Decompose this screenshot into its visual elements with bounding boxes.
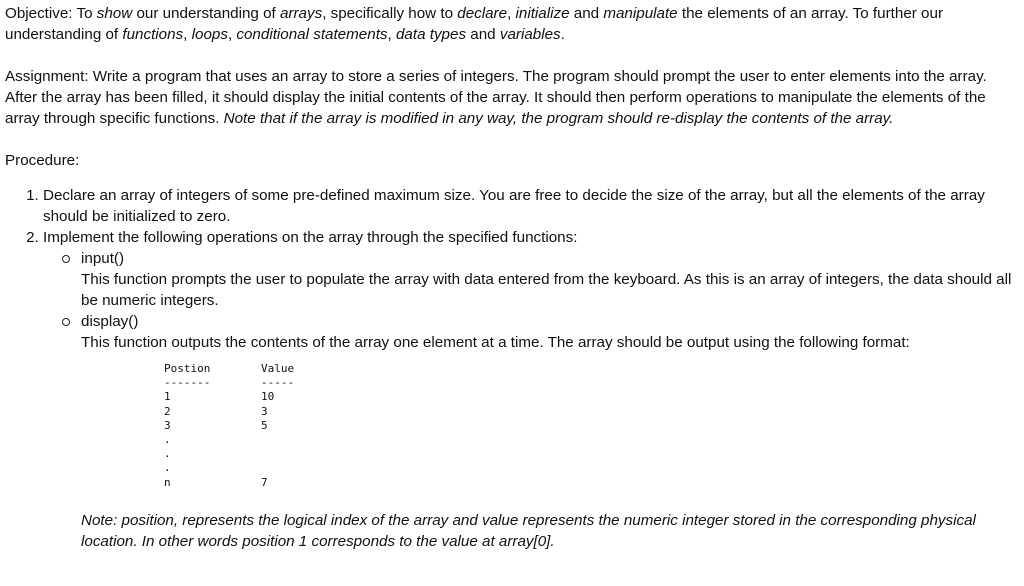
objective-emphasis: show bbox=[96, 5, 133, 22]
value-cell: 5 bbox=[261, 418, 268, 432]
value-rule: ----- bbox=[261, 376, 295, 390]
objective-emphasis: variables bbox=[499, 26, 561, 43]
objective-text: , bbox=[387, 26, 396, 43]
format-row bbox=[164, 433, 364, 447]
assignment-text: Write a program that uses an array to store a series of integers. The program should prompt the user to enter elements into the array. After the array has been filled, it should display the initial contents of the array. It should then perform operations to manipulate the elements of the array through specific functions. bbox=[5, 68, 987, 127]
objective-emphasis: initialize bbox=[515, 5, 570, 22]
value-cell: 10 bbox=[261, 390, 275, 404]
objective-emphasis: manipulate bbox=[603, 5, 678, 22]
objective-text: , bbox=[227, 26, 237, 43]
objective-emphasis: data types bbox=[395, 26, 467, 43]
format-row bbox=[164, 447, 364, 461]
objective-text: , bbox=[183, 26, 192, 43]
position-cell: . bbox=[164, 447, 171, 461]
objective-text: . bbox=[560, 26, 565, 43]
position-cell: 1 bbox=[164, 390, 171, 404]
format-rule-row bbox=[164, 376, 364, 390]
format-row bbox=[164, 390, 364, 404]
function-name: input() bbox=[81, 250, 125, 267]
format-row bbox=[164, 419, 364, 433]
assignment-label: Assignment: bbox=[5, 68, 89, 85]
position-cell: . bbox=[164, 461, 171, 475]
position-rule: ------- bbox=[164, 376, 211, 390]
procedure-step-2 bbox=[43, 227, 1021, 552]
value-cell bbox=[261, 461, 361, 475]
function-description: This function prompts the user to populate the array with data entered from the keyboard. As this is an array of integers, the data should all be numeric integers. bbox=[81, 271, 1012, 309]
assignment-paragraph bbox=[5, 66, 1021, 129]
value-cell bbox=[261, 447, 361, 461]
objective-emphasis: loops bbox=[191, 26, 228, 43]
value-header: Value bbox=[261, 362, 295, 375]
function-item-input bbox=[81, 248, 1021, 311]
circle-bullet-icon bbox=[62, 318, 70, 326]
output-format-example bbox=[164, 362, 364, 490]
position-cell: 3 bbox=[164, 418, 171, 432]
assignment-document bbox=[5, 3, 1021, 552]
position-header: Postion bbox=[164, 362, 211, 375]
position-cell: n bbox=[164, 475, 171, 489]
procedure-steps bbox=[5, 185, 1021, 552]
assignment-note: Note that if the array is modified in any way, the program should re-display the contents of the array. bbox=[223, 110, 894, 127]
procedure-step-1 bbox=[43, 185, 1021, 227]
function-description: This function outputs the contents of the array one element at a time. The array should be output using the following format: bbox=[81, 334, 910, 351]
format-row bbox=[164, 461, 364, 475]
objective-text: , bbox=[507, 5, 516, 22]
function-list bbox=[43, 248, 1021, 552]
value-cell: 7 bbox=[261, 475, 268, 489]
position-cell: 2 bbox=[164, 404, 171, 418]
objective-label: Objective: bbox=[5, 5, 73, 22]
objective-emphasis: functions bbox=[122, 26, 184, 43]
objective-text: To bbox=[72, 5, 97, 22]
position-cell: . bbox=[164, 433, 171, 447]
value-cell bbox=[261, 433, 361, 447]
objective-text: and bbox=[466, 26, 500, 43]
circle-bullet-icon bbox=[62, 255, 70, 263]
objective-text: , specifically how to bbox=[322, 5, 458, 22]
procedure-heading: Procedure: bbox=[5, 152, 80, 169]
format-row bbox=[164, 405, 364, 419]
objective-paragraph bbox=[5, 3, 1021, 45]
objective-emphasis: declare bbox=[457, 5, 508, 22]
step-text: Declare an array of integers of some pre-defined maximum size. You are free to decide the size of the array, but all the elements of the array should be initialized to zero. bbox=[43, 187, 985, 225]
function-item-display bbox=[81, 311, 1021, 552]
objective-emphasis: conditional statements bbox=[236, 26, 388, 43]
function-name: display() bbox=[81, 313, 139, 330]
value-cell: 3 bbox=[261, 404, 268, 418]
objective-text: the elements of an array. To further our understanding of bbox=[5, 5, 943, 43]
format-header-row bbox=[164, 362, 364, 376]
objective-text: and bbox=[569, 5, 604, 22]
objective-text: our understanding of bbox=[132, 5, 280, 22]
objective-emphasis: arrays bbox=[279, 5, 323, 22]
position-note: Note: position, represents the logical index of the array and value represents the numeric integer stored in the corresponding physical location. In other words position 1 corresponds to the value at array[0]. bbox=[81, 511, 976, 550]
step-text: Implement the following operations on the array through the specified functions: bbox=[43, 229, 578, 246]
format-row bbox=[164, 476, 364, 490]
